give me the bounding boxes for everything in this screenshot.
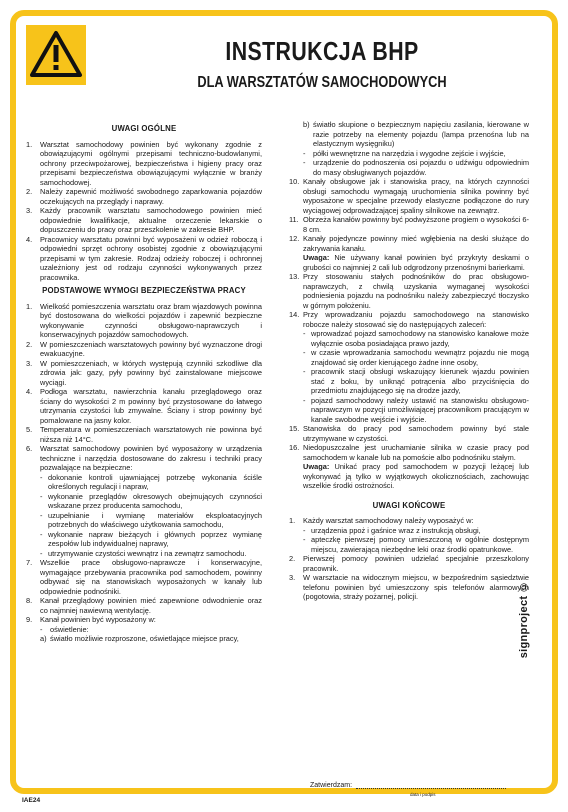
- sub-bullet: -: [40, 472, 43, 482]
- item-number: 1.: [289, 516, 296, 525]
- item-number: 4.: [26, 234, 33, 244]
- note-label: Uwaga:: [303, 462, 335, 471]
- list-item: [289, 272, 529, 310]
- list-item: [289, 177, 529, 215]
- item-text: W warsztacie na widocznym miejscu, w bezpośrednim sąsiedztwie telefonu powinien być umieszczony spis telefonów alarmowych (pogotowia, straży pożarnej, policji.: [303, 573, 529, 601]
- note-paragraph: Uwaga: Unikać pracy pod samochodem w pozycji leżącej lub wykonywać ją tylko w wyjątkowych okolicznościach, zachowując wszelkie środki ostrożności.: [303, 462, 529, 490]
- item-text: Obrzeża kanałów powinny być podwyższone progiem o wysokości 6-8 cm.: [303, 215, 529, 234]
- section-title: UWAGI KOŃCOWE: [372, 500, 446, 510]
- sub-bullet: -: [303, 367, 306, 376]
- item-text: Warsztat samochodowy powinien być wykonany zgodnie z obowiązującymi ogólnymi przepisami techniczno-budowlanymi, ochrony przeciwpożarowej, bezpieczeństwa i higieny pracy oraz przepisami bezpieczeństwa obowiązującymi wyłącznie w branży samochodowej.: [40, 139, 262, 187]
- list-item: [26, 615, 262, 625]
- item-text: Przy wprowadzaniu pojazdu samochodowego na stanowisko robocze należy stosować się do następujących zaleceń:: [303, 310, 529, 329]
- sub-text: pracownik stacji obsługi wskazujący kierunek wjazdu powinien stać z boku, by uniknąć potrącenia albo przyciśnięcia do przedmiotu znajdującego się na drodze jazdy,: [311, 367, 529, 395]
- sub-bullet: -: [40, 529, 43, 539]
- item-text: W pomieszczeniach, w których występują czynniki szkodliwe dla zdrowia jak: gazy, pyły powinny być zainstalowane miejscowe wyciągi.: [40, 358, 262, 387]
- item-number: 3.: [26, 358, 33, 368]
- sub-bullet: -: [40, 510, 43, 520]
- list-item: [289, 554, 529, 573]
- list-item: [26, 235, 262, 283]
- item-number: 6.: [26, 444, 33, 453]
- section-title: UWAGI OGÓLNE: [111, 124, 177, 133]
- item-number: 11.: [289, 215, 299, 224]
- page-title: INSTRUKCJA BHP: [225, 36, 419, 66]
- sub-item: [289, 329, 529, 348]
- item-text: Przy stosowaniu stałych podnośników do prac obsługowo-naprawczych, z chwilą uzyskania wymaganej wysokości podniesienia pojazdu na podnośniku należy zabezpieczyć tłoczysko w górnym położeniu.: [303, 272, 529, 310]
- sub-item: [26, 634, 262, 644]
- sub-bullet: b): [303, 120, 310, 129]
- list-item: [289, 310, 529, 329]
- list-item: [289, 234, 529, 253]
- sub-text: wprowadzać pojazd samochodowy na stanowisko kanałowe może wyłącznie osoba posiadająca prawo jazdy,: [311, 329, 529, 348]
- brand-mark: signproject ©: [518, 580, 530, 659]
- sub-bullet: -: [303, 148, 306, 158]
- sub-text: światło możliwie rozproszone, oświetlające miejsce pracy,: [50, 634, 239, 643]
- list-item: [26, 340, 262, 359]
- sub-item: [26, 492, 262, 511]
- sub-text: pojazd samochodowy należy ustawić na stanowisku obsługowo-naprawczym w pozycji umożliwiającej pracownikom pracującym w kanale swobodne wejście i wyjście.: [311, 395, 529, 424]
- item-number: 16.: [289, 443, 300, 452]
- sub-item: [26, 511, 262, 530]
- sub-text: wykonanie przeglądów okresowych obejmujących czynności wskazane przez producenta samochodu,: [48, 491, 262, 510]
- list-item: [289, 424, 529, 443]
- item-text: Temperatura w pomieszczeniach warsztatowych nie powinna być niższa niż 14°C.: [40, 425, 262, 444]
- item-text: Niedopuszczalne jest uruchamianie silnika w czasie pracy pod samochodem w kanale lub na pomoście albo podnośniku stałym.: [303, 443, 529, 462]
- sub-bullet: a): [40, 634, 47, 643]
- item-number: 4.: [26, 387, 33, 396]
- item-number: 3.: [26, 206, 33, 215]
- list-item: [26, 596, 262, 615]
- item-number: 1.: [26, 139, 33, 149]
- sign-code: IAE24: [22, 797, 41, 804]
- section-title: PODSTAWOWE WYMOGI BEZPIECZEŃSTWA PRACY: [42, 286, 246, 295]
- note-paragraph: Uwaga: Nie używany kanał powinien być przykryty deskami o grubości co najmniej 2 cali lub odgrodzony przenośnymi barierkami.: [303, 253, 529, 272]
- item-text: Kanał powinien być wyposażony w:: [40, 615, 156, 624]
- sub-text: w czasie wprowadzania samochodu wewnątrz pojazdu nie mogą znajdować się order kierującego żadne inne osoby,: [311, 348, 529, 367]
- item-number: 3.: [289, 573, 296, 582]
- sub-text: apteczkę pierwszej pomocy umieszczoną w ogólnie dostępnym miejscu, zawierającą niezbędne leki oraz środki opatrunkowe.: [311, 535, 529, 554]
- sub-bullet: -: [303, 535, 306, 544]
- list-item: [26, 425, 262, 444]
- sub-item: [289, 367, 529, 396]
- item-text: Wielkość pomieszczenia warsztatu oraz bram wjazdowych powinna być dostosowana do wielkości pojazdów i zapewnić bezpieczne wykonywanie czynności obsługowo-naprawczych i konserwacyjnych pojazdów samochodowych.: [40, 301, 262, 339]
- sub-item: [289, 149, 529, 159]
- item-text: Podłoga warsztatu, nawierzchnia kanału przeglądowego oraz ściany do wysokości 2 m powinny być przystosowane do łatwego utrzymania czystości lub zmywalne. Ściany i strop powinny być pomalowane na jasny kolor.: [40, 387, 262, 425]
- item-text: Kanały pojedyncze powinny mieć wgłębienia na deski służące do zakrywania kanału.: [303, 234, 529, 253]
- approval-label: Zatwierdzam:: [310, 782, 353, 789]
- item-text: Wszelkie prace obsługowo-naprawcze i konserwacyjne, wymagające przebywania pracownika pod samochodem, powinny odbywać się na stanowiskach wyposażonych w kanały lub odpowiednie podnośniki.: [40, 558, 262, 596]
- list-item: [289, 573, 529, 602]
- sub-bullet: -: [303, 158, 306, 167]
- sub-item: [289, 526, 529, 536]
- right-column: [289, 120, 529, 602]
- item-number: 10.: [289, 177, 300, 186]
- list-item: [26, 444, 262, 473]
- sub-text: światło skupione o bezpiecznym napięciu zasilania, kierowane w razie potrzeby na elementy pojazdu (lampa przenośna lub na elastycznym wysięgniku): [313, 120, 529, 148]
- sub-item: [26, 549, 262, 559]
- sub-bullet: -: [40, 491, 43, 501]
- sub-text: uzupełnianie i wymianę materiałów eksploatacyjnych potrzebnych do właściwego użytkowania samochodu,: [48, 510, 262, 529]
- item-number: 13.: [289, 272, 300, 281]
- sub-item: [289, 535, 529, 554]
- sub-text: dokonanie kontroli ujawniającej potrzebę wykonania ściśle określonych regulacji i napraw,: [48, 472, 262, 491]
- sub-item: [26, 625, 262, 635]
- item-text: Pracownicy warsztatu powinni być wyposażeni w odzież roboczą i odpowiedni sprzęt ochrony osobistej zgodnie z obowiązującymi przepisami w tym zakresie. Rodzaj odzieży roboczej i ochronnej uzależniony jest od rodzaju czynności wykonywanych przez pracownika.: [40, 234, 262, 282]
- item-number: 7.: [26, 558, 33, 567]
- item-number: 9.: [26, 615, 33, 624]
- sub-bullet: -: [303, 395, 306, 405]
- item-text: Należy zapewnić możliwość swobodnego zaparkowania pojazdów oczekujących na przeglądy i naprawy.: [40, 187, 262, 206]
- list-item: [26, 206, 262, 235]
- item-text: Kanały obsługowe jak i stanowiska pracy, na których czynności obsługi samochodu wymagają uruchomienia silnika powinny być wyposażone w specjalne przewody elastyczne podłączone do rury wyciągowej odprowadzającej spaliny silnikowe na zewnątrz.: [303, 177, 529, 215]
- sub-text: urządzenia ppoż i gaśnice wraz z instrukcją obsługi,: [311, 525, 481, 535]
- list-item: [289, 215, 529, 234]
- list-item: [26, 187, 262, 206]
- list-item: [26, 302, 262, 340]
- approval-caption: data i podpis: [410, 792, 436, 797]
- list-item: [26, 359, 262, 388]
- item-number: 2.: [26, 187, 33, 196]
- sub-item: [289, 396, 529, 425]
- sub-bullet: -: [303, 329, 306, 338]
- sub-text: półki wewnętrzne na narzędzia i wygodne zejście i wyjście,: [313, 148, 506, 158]
- sub-bullet: -: [303, 525, 306, 535]
- sub-item: [26, 530, 262, 549]
- item-number: 5.: [26, 425, 33, 434]
- item-number: 12.: [289, 234, 300, 243]
- sub-text: urządzenie do podnoszenia osi pojazdu o udźwigu odpowiednim do masy obsługiwanych pojazdów.: [313, 158, 529, 177]
- sub-bullet: -: [303, 348, 306, 357]
- item-text: Pierwszej pomocy powinien udzielać specjalnie przeszkolony pracownik.: [303, 554, 529, 573]
- item-number: 1.: [26, 301, 33, 311]
- item-text: Stanowiska do pracy pod samochodem powinny być stale utrzymywane w czystości.: [303, 424, 529, 443]
- item-number: 15.: [289, 424, 300, 433]
- list-item: [26, 140, 262, 188]
- page-subtitle: DLA WARSZTATÓW SAMOCHODOWYCH: [197, 74, 447, 91]
- item-text: Kanał przeglądowy powinien mieć zapewnione odwodnienie oraz co najmniej nawiewną wentylację.: [40, 596, 262, 615]
- sub-item: [289, 348, 529, 367]
- approval-line: [310, 782, 506, 789]
- warning-triangle-icon: [26, 25, 86, 85]
- list-item: [26, 387, 262, 425]
- item-number: 2.: [26, 339, 33, 349]
- sub-text: oświetlenie:: [50, 624, 89, 634]
- sub-bullet: -: [40, 624, 43, 634]
- sub-item: [289, 120, 529, 149]
- sub-text: wykonanie napraw bieżących i głównych poprzez wymianę zespołów lub indywidualnej naprawy,: [48, 529, 262, 548]
- sub-item: [289, 158, 529, 177]
- sub-item: [26, 473, 262, 492]
- list-item: [289, 516, 529, 526]
- item-text: Warsztat samochodowy powinien być wyposażony w urządzenia techniczne i narzędzia dostosowane do zakresu i techniki pracy pozwalające na bezpieczne:: [40, 444, 262, 472]
- item-text: W pomieszczeniach warsztatowych powinny być wyznaczone drogi ewakuacyjne.: [40, 339, 262, 358]
- item-number: 14.: [289, 310, 300, 319]
- sub-text: utrzymywanie czystości wewnątrz i na zewnątrz samochodu.: [48, 548, 247, 558]
- list-item: [26, 558, 262, 596]
- sub-bullet: -: [40, 548, 43, 558]
- list-item: [289, 443, 529, 462]
- item-number: 8.: [26, 596, 33, 605]
- item-number: 2.: [289, 554, 296, 563]
- note-label: Uwaga:: [303, 253, 335, 262]
- item-text: Każdy warsztat samochodowy należy wyposażyć w:: [303, 516, 474, 525]
- item-text: Każdy pracownik warsztatu samochodowego powinien mieć odpowiednie kwalifikacje, aktualne orzeczenie lekarskie o dopuszczeniu do pracy oraz przeszkolenie w zakresie BHP.: [40, 206, 262, 234]
- left-column: [26, 120, 262, 644]
